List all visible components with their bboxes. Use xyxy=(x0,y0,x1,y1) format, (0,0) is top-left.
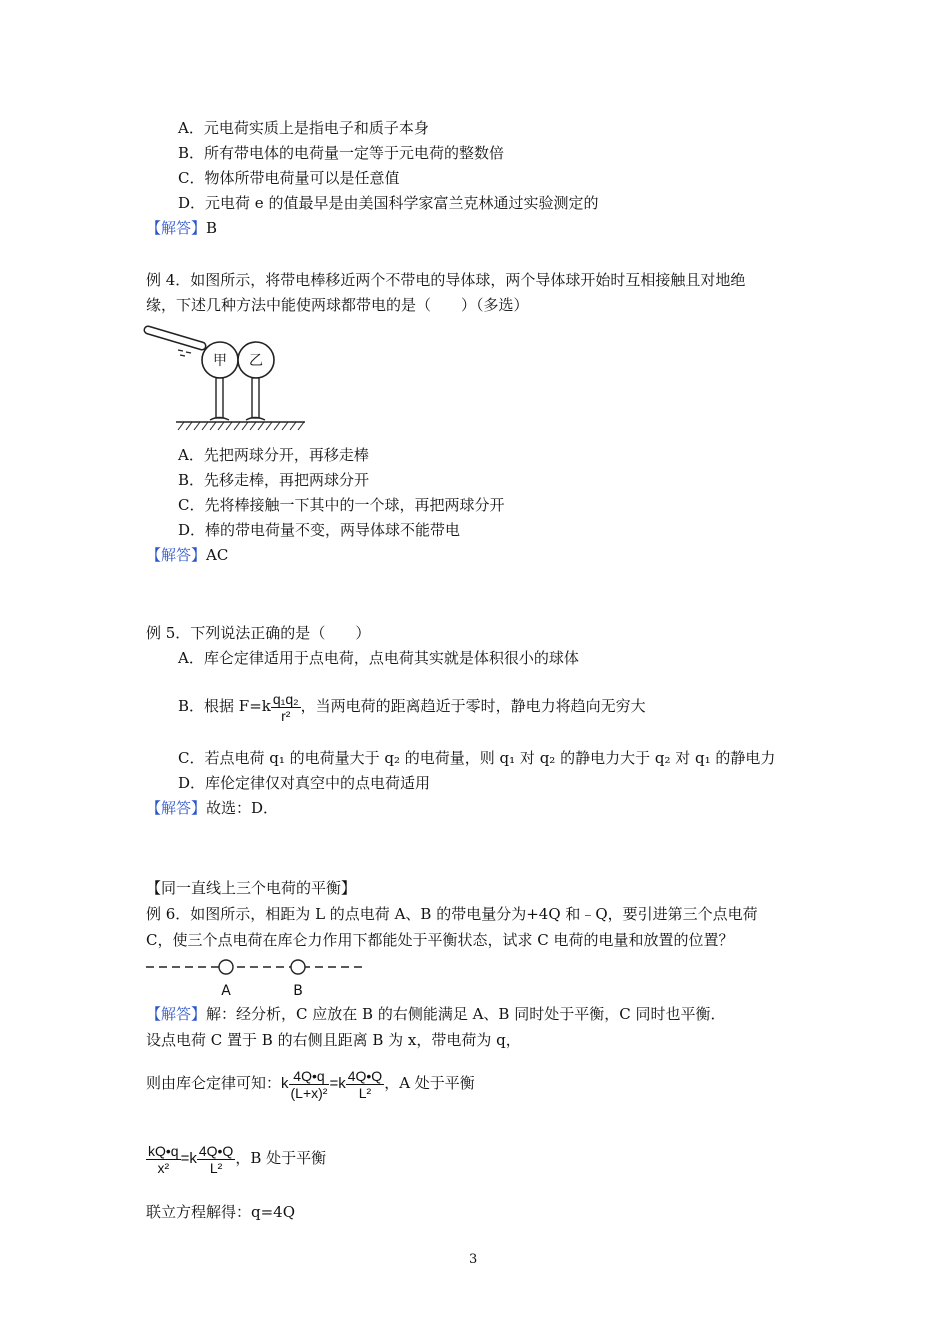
ground xyxy=(176,422,305,430)
charge-b-label: B xyxy=(293,983,303,999)
fraction-right xyxy=(346,1068,384,1101)
ex4-option-c: C．先将棒接触一下其中的一个球，再把两球分开 xyxy=(178,496,505,514)
charged-rod xyxy=(148,330,202,346)
equals-k: =k xyxy=(329,1075,346,1092)
stand-jia xyxy=(216,378,223,418)
answer-tag: 【解答】 xyxy=(146,1005,207,1023)
ex4-option-b: B．先移走棒，再把两球分开 xyxy=(178,471,370,489)
ex6-figure xyxy=(144,956,368,1000)
equation-suffix: ，A 处于平衡 xyxy=(384,1074,475,1092)
ex3-option-a: A．元电荷实质上是指电子和质子本身 xyxy=(178,119,429,137)
equals-k: =k xyxy=(180,1150,197,1167)
equation-suffix: ，B 处于平衡 xyxy=(235,1149,327,1167)
answer-text: B xyxy=(206,219,218,237)
page-number: 3 xyxy=(469,1252,478,1267)
fraction-numerator: 4Q•Q xyxy=(198,1142,234,1159)
ex6-equation-1 xyxy=(146,1060,475,1107)
fraction-denominator: L² xyxy=(358,1084,372,1101)
answer-text: 故选：D． xyxy=(206,799,279,817)
ball-yi-label: 乙 xyxy=(249,353,263,369)
equation-prefix: 则由库仑定律可知： xyxy=(146,1074,282,1092)
option-b-prefix: B．根据 F=k xyxy=(178,697,271,715)
fraction-denominator: L² xyxy=(209,1159,223,1176)
fraction-left xyxy=(146,1143,181,1176)
fraction-right xyxy=(197,1143,235,1176)
ex3-option-c: C．物体所带电荷量可以是任意值 xyxy=(178,169,400,187)
ex4-question-line2: 缘，下述几种方法中能使两球都带电的是（ ）（多选） xyxy=(146,296,529,314)
ex6-question-line1: 例 6．如图所示，相距为 L 的点电荷 A、B 的带电量分为+4Q 和﹣Q，要引进第三个点电荷 xyxy=(146,905,758,923)
fraction-numerator: 4Q•Q xyxy=(347,1067,383,1084)
ex5-option-d: D．库伦定律仅对真空中的点电荷适用 xyxy=(178,774,431,792)
answer-text: AC xyxy=(206,546,229,564)
ex5-question: 例 5．下列说法正确的是（ ） xyxy=(146,624,371,642)
answer-tag: 【解答】 xyxy=(146,219,207,237)
fraction-numerator: kQ•q xyxy=(148,1142,179,1159)
fraction-numerator: q₁q₂ xyxy=(272,690,299,707)
ex4-option-d: D．棒的带电荷量不变，两导体球不能带电 xyxy=(178,521,461,539)
ex4-figure xyxy=(140,320,310,438)
ex5-option-b xyxy=(178,683,646,729)
ex6-equation-2 xyxy=(146,1135,326,1182)
ex3-answer xyxy=(146,218,217,238)
fraction-left xyxy=(289,1068,330,1101)
ex6-answer-line2: 设点电荷 C 置于 B 的右侧且距离 B 为 x，带电荷为 q， xyxy=(146,1031,521,1049)
ex5-option-a: A．库仑定律适用于点电荷，点电荷其实就是体积很小的球体 xyxy=(178,649,579,667)
ex3-option-d: D．元电荷 e 的值最早是由美国科学家富兰克林通过实验测定的 xyxy=(178,194,599,212)
coulomb-fraction xyxy=(271,691,301,724)
stand-yi xyxy=(252,378,259,418)
ex4-question-line1: 例 4．如图所示，将带电棒移近两个不带电的导体球，两个导体球开始时互相接触且对地绝 xyxy=(146,271,746,289)
ex5-option-c: C．若点电荷 q₁ 的电荷量大于 q₂ 的电荷量，则 q₁ 对 q₂ 的静电力大于 q₂ 对 q₁ 的静电力 xyxy=(178,749,776,767)
answer-tag: 【解答】 xyxy=(146,799,207,817)
k-symbol: k xyxy=(281,1075,289,1092)
charge-b xyxy=(291,960,305,974)
ex6-answer-line1 xyxy=(146,1004,725,1024)
charge-a-label: A xyxy=(221,983,231,999)
ball-jia-label: 甲 xyxy=(213,353,227,369)
ex4-answer xyxy=(146,545,228,565)
answer-text: 解：经分析，C 应放在 B 的右侧能满足 A、B 同时处于平衡，C 同时也平衡． xyxy=(206,1005,726,1023)
charge-a xyxy=(219,960,233,974)
option-b-suffix: ，当两电荷的距离趋近于零时，静电力将趋向无穷大 xyxy=(300,697,646,715)
fraction-denominator: x² xyxy=(157,1159,170,1176)
ex6-question-line2: C，使三个点电荷在库仑力作用下都能处于平衡状态，试求 C 电荷的电量和放置的位置？ xyxy=(146,931,734,949)
fraction-denominator: r² xyxy=(281,707,291,724)
fraction-denominator: (L+x)² xyxy=(290,1084,328,1101)
ex6-result: 联立方程解得：q=4Q xyxy=(146,1203,296,1221)
ex4-option-a: A．先把两球分开，再移走棒 xyxy=(178,446,369,464)
ex5-answer xyxy=(146,798,278,818)
ex3-option-b: B．所有带电体的电荷量一定等于元电荷的整数倍 xyxy=(178,144,505,162)
fraction-numerator: 4Q•q xyxy=(289,1068,330,1085)
answer-tag: 【解答】 xyxy=(146,546,207,564)
section-heading: 【同一直线上三个电荷的平衡】 xyxy=(146,879,357,897)
rod-charge-marks xyxy=(178,350,191,356)
